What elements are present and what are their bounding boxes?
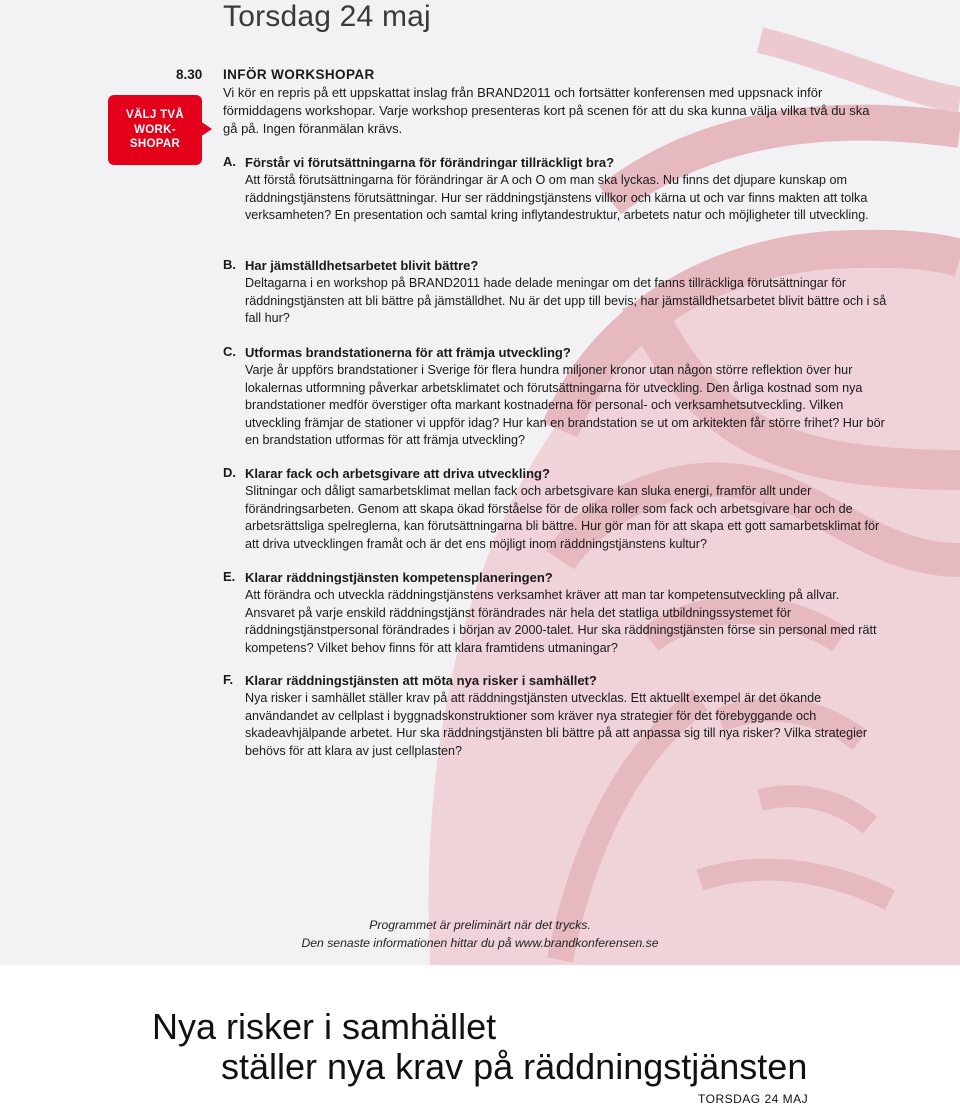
preliminary-note-line: Programmet är preliminärt när det trycks. [369,918,591,932]
workshop-text: Nya risker i samhället ställer krav på att räddningstjänsten utvecklas. Ett aktuellt exempel är det ökande användandet av cellplast i byggnadskonstruktioner som kräver nya strategier för det förebyggande och skadeavhjälpande arbetet. Hur ska räddningstjänsten bli bättre på att anpassa sig till nya risker? Vilka strategier behövs för att klara av just cellplasten? [245,691,868,758]
session-intro: Vi kör en repris på ett uppskattat inslag från BRAND2011 och fortsätter konferensen med uppsnack inför förmiddagens workshopar. Varje workshop presenteras kort på scenen för att du ska kunna välja vilka två du ska gå på. Ingen föranmälan krävs. [223,85,870,136]
workshop-text: Att förändra och utveckla räddningstjänstens verksamhet kräver att man tar kompetensutveckling på allvar. Ansvaret på varje enskild räddningstjänst förändrades när hela det statliga utbildningssystemet för räddningstjänstpersonal förändrades i början av 2000-talet. Hur ska räddningstjänsten förse sin personal med rätt kompetens? Vilket behov finns för att klara framtidens utmaningar? [245,588,877,655]
workshop-text: Deltagarna i en workshop på BRAND2011 hade delade meningar om det fanns tillräckliga förutsättningar för räddningstjänsten att bli bättre på jämställdhet. Nu är det upp till bevis; har jämställdhetsarbetet blivit bättre och i så fall hur? [245,276,887,325]
workshop-title: Förstår vi förutsättningarna för förändringar tillräckligt bra? [245,155,615,170]
workshop-text: Varje år uppförs brandstationer i Sverige för flera hundra miljoner kronor utan någon större reflektion över hur lokalernas utformning påverkar arbetsklimatet och förutsättningarna för utveckling. Den årliga kostnad som nya brandstationer medför överstiger ofta markant kostnaderna för personal- och verksamhetsutveckling. Vilken utveckling främjar de stationer vi uppför idag? Hur kan en brandstation se ut om arkitekten får större frihet? Hur bör en brandstation utformas för att främja utveckling? [245,363,885,447]
workshop-title: Utformas brandstationerna för att främja utveckling? [245,345,571,360]
headline-line-1: Nya risker i samhället [152,1006,497,1047]
workshop-a [223,154,888,225]
workshop-letter: F. [223,672,234,687]
workshop-b [223,257,888,328]
session-title: INFÖR WORKSHOPAR [223,67,375,82]
badge-line: WORK- [134,123,176,136]
preliminary-note [0,916,960,952]
workshop-title: Klarar räddningstjänsten att möta nya risker i samhället? [245,673,597,688]
workshop-letter: B. [223,257,236,272]
workshop-c [223,344,888,450]
workshop-f [223,672,888,760]
bottom-day-label: TORSDAG 24 MAJ [698,1092,809,1106]
headline-line-2: ställer nya krav på räddningstjänsten [221,1046,808,1087]
workshop-text: Att förstå förutsättningarna för förändringar är A och O om man ska lyckas. Nu finns det djupare kunskap om räddningstjänstens förutsättningar. Hur ser räddningstjänstens villkor och kärna ut och var finns makten att tolka verksamheten? En presentation och samtal kring inflytandestruktur, arbetets natur och möjligheter till utveckling. [245,173,869,222]
workshop-e [223,569,888,657]
workshop-title: Klarar räddningstjänsten kompetensplaneringen? [245,570,553,585]
workshop-letter: C. [223,344,236,359]
workshop-letter: E. [223,569,236,584]
choose-two-workshops-badge [108,95,202,165]
website-note-line: Den senaste informationen hittar du på www.brandkonferensen.se [301,936,659,950]
day-title: Torsdag 24 maj [223,0,431,33]
workshop-title: Klarar fack och arbetsgivare att driva utveckling? [245,466,550,481]
workshop-text: Slitningar och dåligt samarbetsklimat mellan fack och arbetsgivare kan sluka energi, framför allt under förändringsarbeten. Genom att skapa ökad förståelse för de olika roller som fack och arbetsgivare har och de arbetsrättsliga spelreglerna, kan förutsättningarna bli bättre. Hur gör man för att skapa ett gott samarbetsklimat för att driva utvecklingen framåt och är det ens möjligt inom räddningstjänstens kultur? [245,484,880,551]
badge-arrow-icon [200,121,212,137]
workshop-letter: D. [223,465,236,480]
workshop-title: Har jämställdhetsarbetet blivit bättre? [245,258,479,273]
session-time: 8.30 [176,67,203,82]
workshop-d [223,465,888,553]
workshop-letter: A. [223,154,236,169]
badge-line: VÄLJ TVÅ [126,109,184,121]
badge-line: SHOPAR [129,138,181,150]
